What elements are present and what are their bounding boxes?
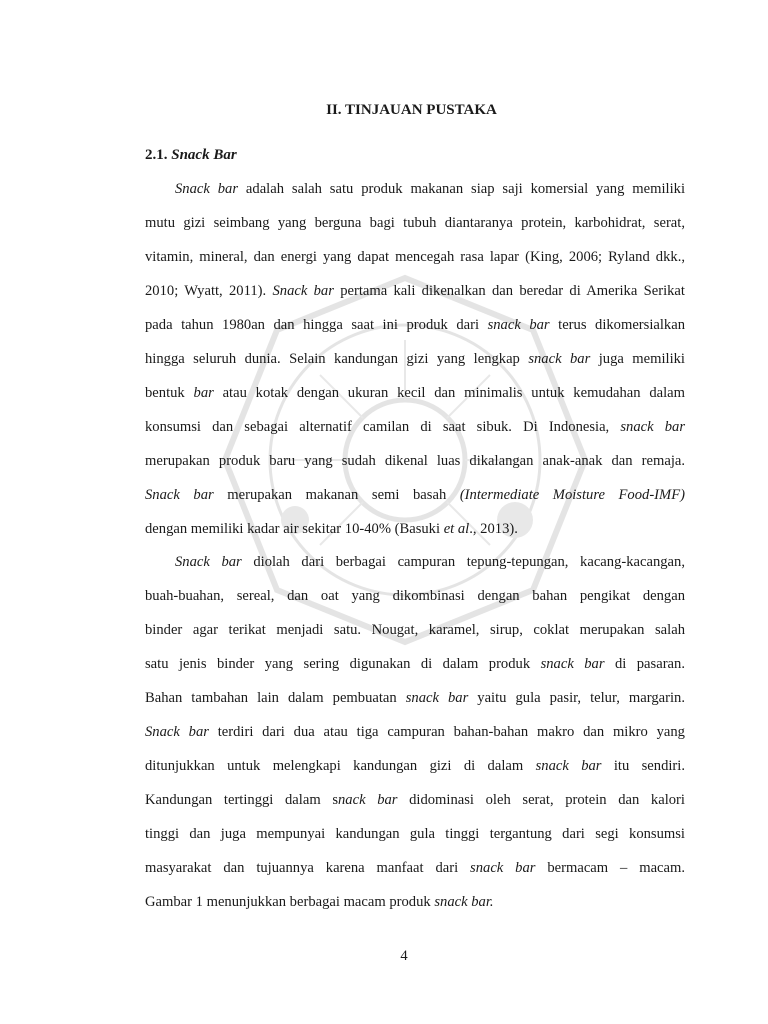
paragraph-line [175, 180, 685, 198]
paragraph-line [175, 553, 685, 571]
italic-text: snack bar [620, 419, 686, 435]
text-run: dengan memiliki kadar air sekitar 10-40% (Basuki [145, 521, 444, 537]
text-run: Kandungan tertinggi dalam s [145, 792, 338, 808]
text-run: satu jenis binder yang sering digunakan di dalam produk [145, 656, 541, 672]
text-run: atau kotak dengan ukuran kecil dan minimalis untuk kemudahan dalam [213, 385, 686, 401]
text-run: yaitu gula pasir, telur, margarin. [468, 690, 685, 706]
italic-text: Snack bar [145, 487, 214, 503]
text-run: konsumsi dan sebagai alternatif camilan di saat sibuk. Di Indonesia, [145, 419, 621, 435]
italic-text: snack bar [470, 860, 536, 876]
italic-text: snack bar [487, 317, 550, 333]
text-run: hingga seluruh dunia. Selain kandungan gizi yang lengkap [145, 351, 529, 367]
italic-text: bar [193, 385, 214, 401]
paragraph-line [145, 214, 685, 232]
paragraph-line [145, 757, 685, 775]
paragraph-line [145, 350, 685, 368]
italic-text: Snack bar [272, 283, 334, 299]
italic-text: (Intermediate Moisture Food-IMF) [459, 487, 685, 503]
paragraph-line [145, 655, 685, 673]
italic-text: snack bar [535, 758, 602, 774]
italic-text: snack bar [540, 656, 605, 672]
text-run: masyarakat dan tujuannya karena manfaat dari [145, 860, 471, 876]
italic-text: nack bar [338, 792, 398, 808]
section-number: 2.1. [145, 147, 168, 163]
text-run: bermacam – macam. [535, 860, 686, 876]
text-run: ditunjukkan untuk melengkapi kandungan gizi di dalam [145, 758, 536, 774]
page-number: 4 [400, 948, 408, 964]
text-run: di pasaran. [604, 656, 685, 672]
italic-text: snack bar [405, 690, 469, 706]
paragraph-line [145, 520, 685, 538]
paragraph-line [145, 282, 685, 300]
text-run: juga memiliki [590, 351, 685, 367]
section-heading [145, 147, 237, 164]
text-run: mutu gizi seimbang yang berguna bagi tubuh diantaranya protein, karbohidrat, serat, [145, 215, 685, 231]
chapter-title: II. TINJAUAN PUSTAKA [326, 102, 497, 118]
text-run: binder agar terikat menjadi satu. Nougat, karamel, sirup, coklat merupakan salah [145, 622, 685, 638]
text-run: merupakan produk baru yang sudah dikenal luas dikalangan anak-anak dan remaja. [145, 453, 685, 469]
paragraph-line [145, 859, 685, 877]
text-run: terus dikomersialkan [549, 317, 685, 333]
paragraph-line [145, 486, 685, 504]
paragraph-line [145, 825, 685, 843]
paragraph-line [145, 384, 685, 402]
italic-text: et al [443, 521, 470, 537]
text-run: didominasi oleh serat, protein dan kalori [397, 792, 685, 808]
text-run: pertama kali dikenalkan dan beredar di Amerika Serikat [333, 283, 685, 299]
text-run: Gambar 1 menunjukkan berbagai macam produk [145, 894, 435, 910]
italic-text: Snack bar [175, 554, 242, 570]
paragraph-line [145, 316, 685, 334]
paragraph-line [145, 791, 685, 809]
text-run: 2010; Wyatt, 2011). [145, 283, 273, 299]
paragraph-line [145, 723, 685, 741]
italic-text: snack bar. [434, 894, 494, 910]
paragraph-line [145, 689, 685, 707]
text-run: itu sendiri. [601, 758, 685, 774]
paragraph-line [145, 452, 685, 470]
italic-text: snack bar [528, 351, 591, 367]
italic-text: Snack bar [175, 181, 239, 197]
paragraph-line [145, 893, 685, 911]
italic-text: Snack bar [145, 724, 209, 740]
text-run: tinggi dan juga mempunyai kandungan gula tinggi tergantung dari segi konsumsi [145, 826, 685, 842]
text-run: merupakan makanan semi basah [213, 487, 460, 503]
paragraph-line [145, 587, 685, 605]
text-run: buah-buahan, sereal, dan oat yang dikombinasi dengan bahan pengikat dengan [145, 588, 685, 604]
paragraph-line [145, 418, 685, 436]
text-run: adalah salah satu produk makanan siap saji komersial yang memiliki [238, 181, 685, 197]
text-run: Bahan tambahan lain dalam pembuatan [145, 690, 406, 706]
text-run: vitamin, mineral, dan energi yang dapat mencegah rasa lapar (King, 2006; Ryland dkk., [145, 249, 685, 265]
text-run: ., 2013). [469, 521, 518, 537]
text-run: bentuk [145, 385, 194, 401]
text-run: pada tahun 1980an dan hingga saat ini produk dari [145, 317, 488, 333]
section-title: Snack Bar [171, 147, 237, 163]
text-run: terdiri dari dua atau tiga campuran bahan-bahan makro dan mikro yang [208, 724, 685, 740]
paragraph-line [145, 248, 685, 266]
paragraph-line [145, 621, 685, 639]
text-run: diolah dari berbagai campuran tepung-tepungan, kacang-kacangan, [241, 554, 685, 570]
